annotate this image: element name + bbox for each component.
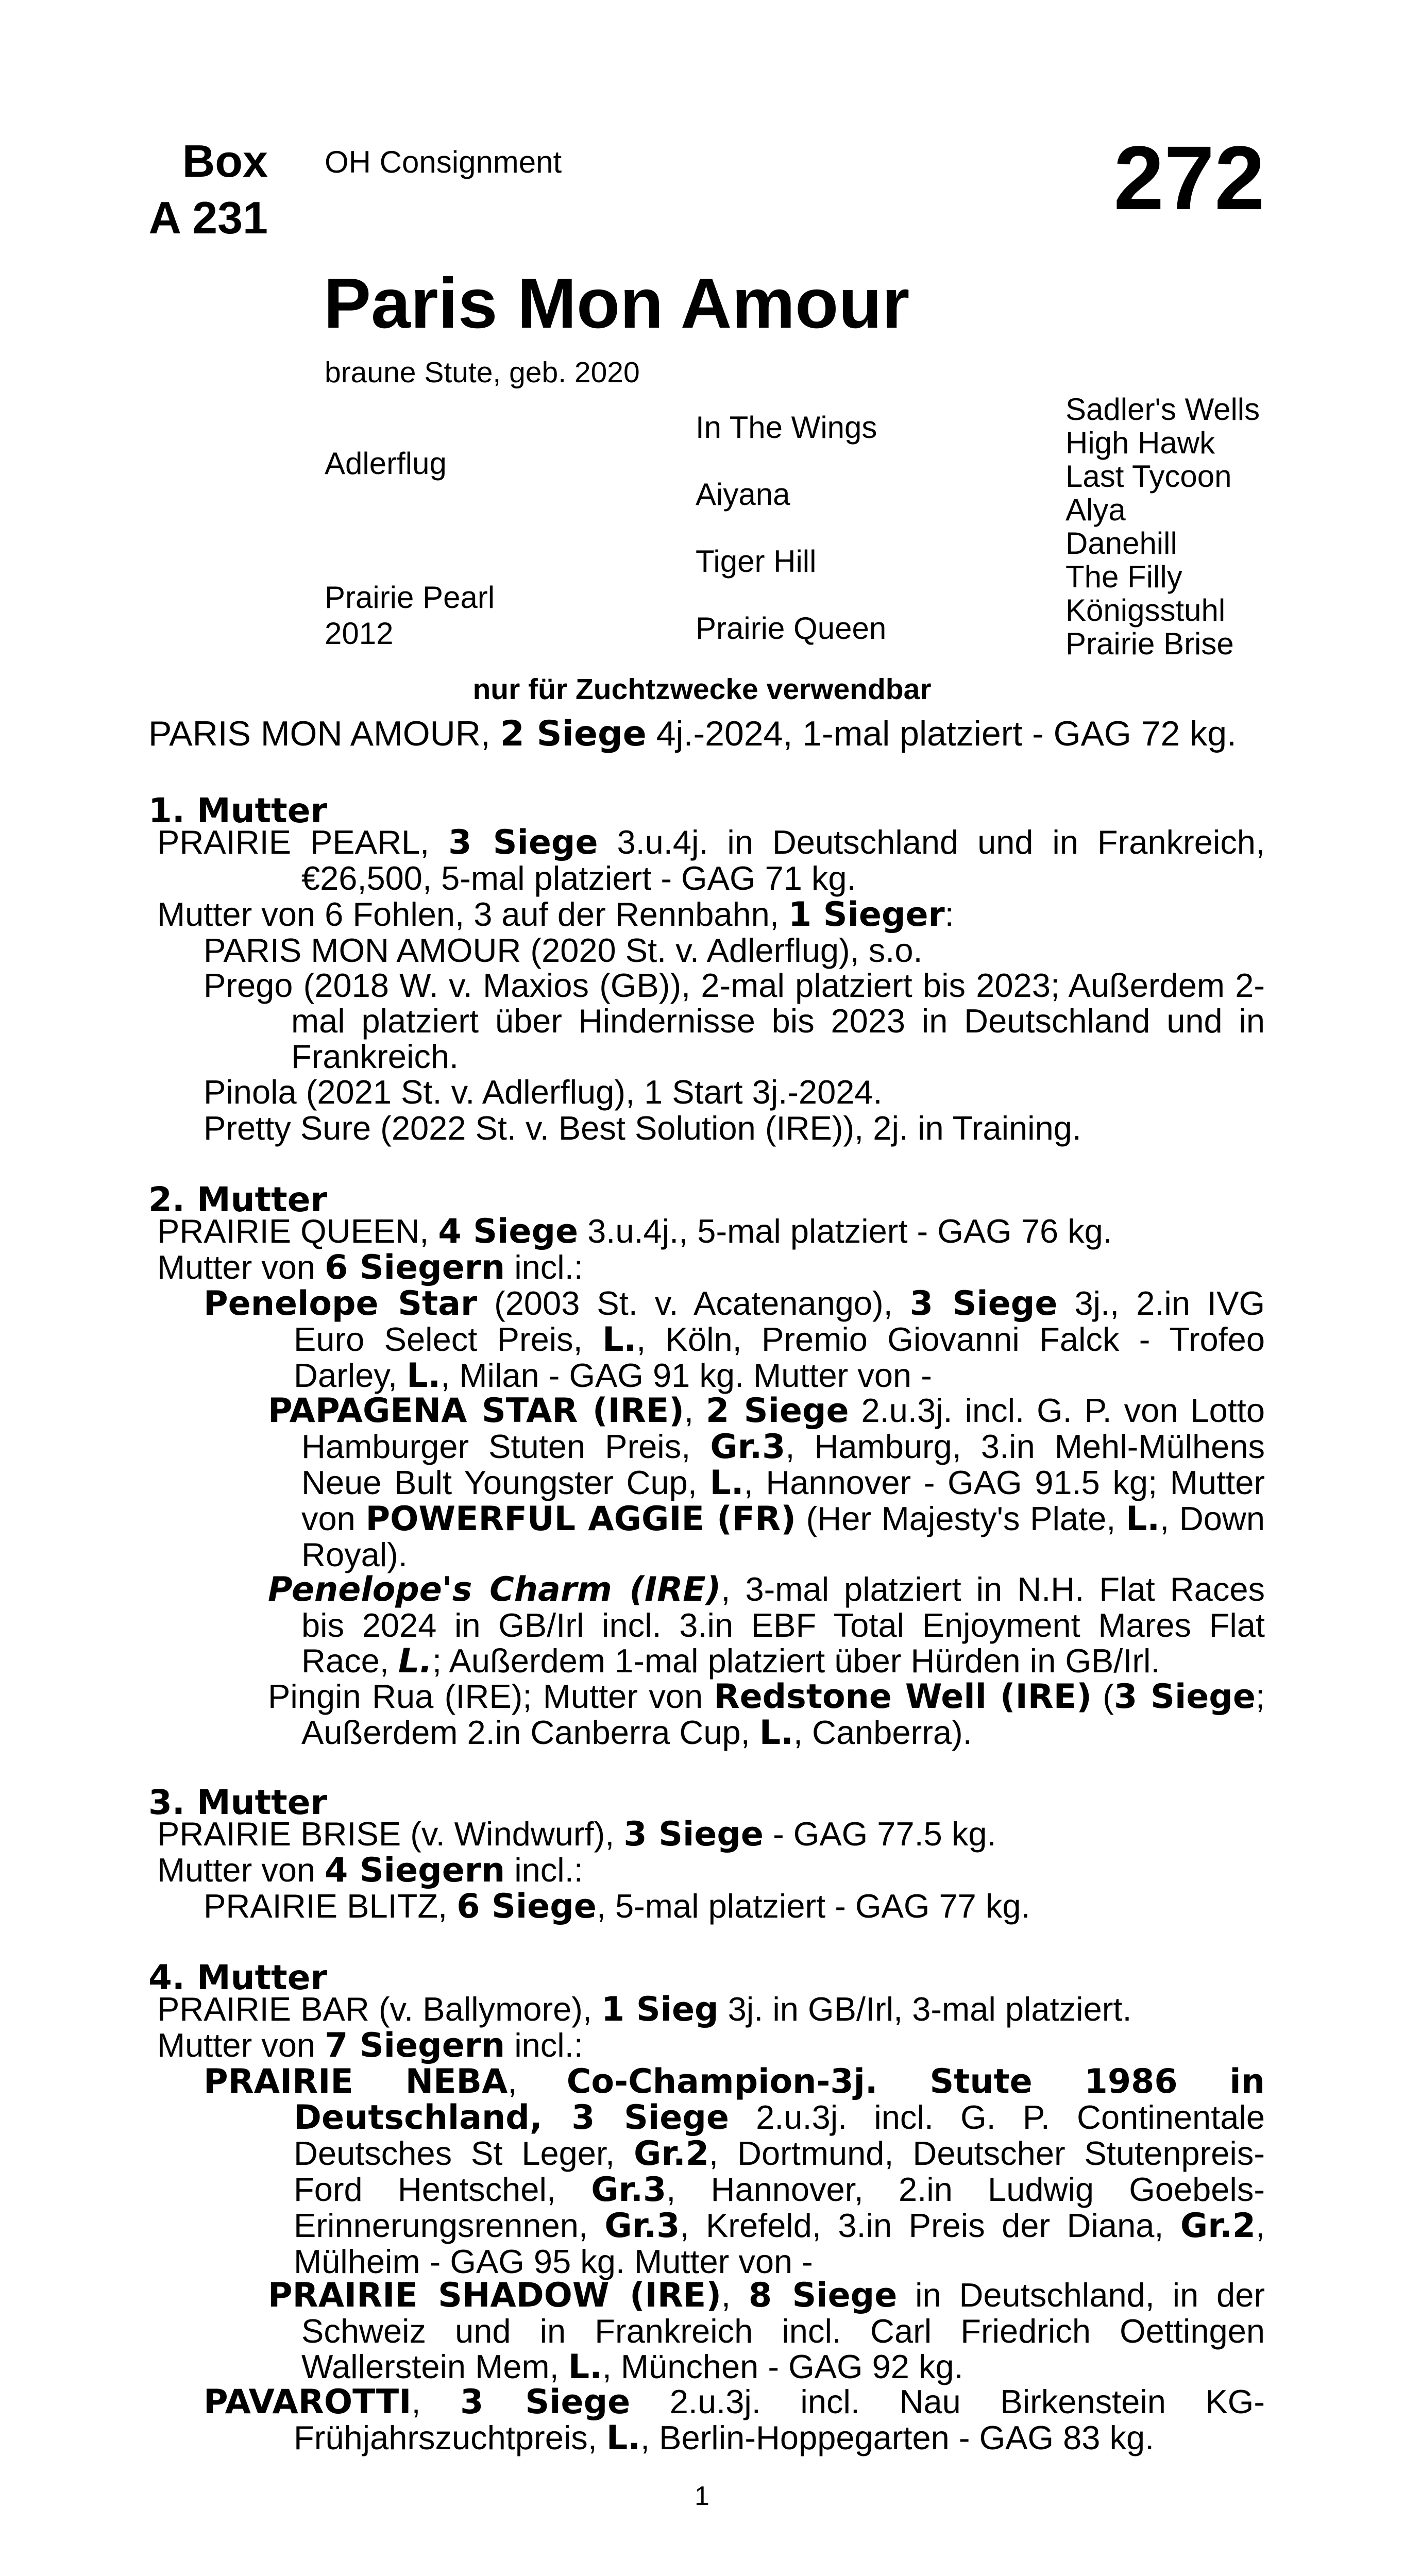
- pedigree-grandparent: In The Wings: [696, 410, 877, 445]
- dam1-record: [157, 824, 1265, 896]
- penelope-offspring-papagena: PAPAGENA STAR (IRE), 2 Siege 2.u.3j. incl. G. P. von Lotto Hamburger Stuten Preis, Gr.3, Hamburg, 3.in Mehl-Mülhens Neue Bult Youngster Cup, L., Hannover - GAG 91.5 kg; Mutter von POWERFUL AGGIE (FR) (Her Majesty's Plate, L., Down Royal).: [268, 1392, 1265, 1573]
- summary-name: PARIS MON AMOUR,: [148, 714, 490, 753]
- dam1-name: PRAIRIE PEARL,: [157, 823, 430, 861]
- pedigree-dam-year: 2012: [325, 616, 394, 651]
- consignor: OH Consignment: [325, 145, 562, 179]
- summary-line: [148, 716, 1237, 752]
- penelope-offspring-charm: Penelope's Charm (IRE), 3-mal platziert in N.H. Flat Races bis 2024 in GB/Irl incl. 3.in EBF Total Enjoyment Mares Flat Race, L.; Außerdem 1-mal platziert über Hürden in GB/Irl.: [268, 1570, 1265, 1681]
- dam4-produce: Mutter von 7 Siegern incl.:: [157, 2026, 583, 2065]
- charm-name: Penelope's Charm (IRE): [268, 1570, 721, 1609]
- pedigree-great-grandparent: High Hawk: [1065, 426, 1215, 460]
- pedigree-great-grandparent: The Filly: [1065, 560, 1182, 594]
- papagena-name: PAPAGENA STAR (IRE): [268, 1392, 684, 1430]
- dam2-wins: 4 Siege: [438, 1212, 579, 1251]
- section-heading-dam1: 1. Mutter: [148, 791, 328, 831]
- dam1-wins: 3 Siege: [448, 823, 598, 862]
- penelope-name: Penelope Star: [204, 1284, 478, 1323]
- dam2-offspring-penelope: Penelope Star (2003 St. v. Acatenango), 3 Siege 3j., 2.in IVG Euro Select Preis, L., Köln, Premio Giovanni Falck - Trofeo Darley, L., Milan - GAG 91 kg. Mutter von -: [204, 1284, 1265, 1395]
- pavarotti-name: PAVAROTTI: [204, 2383, 412, 2421]
- dam1-produce: [157, 896, 954, 933]
- dam2-produce: Mutter von 6 Siegern incl.:: [157, 1248, 583, 1287]
- dam2-record: [157, 1213, 1112, 1249]
- dam1-produce-colon: :: [944, 895, 954, 933]
- section-heading-dam2: 2. Mutter: [148, 1180, 328, 1219]
- breeding-note: nur für Zuchtzwecke verwendbar: [472, 673, 932, 706]
- dam2-details: 3.u.4j., 5-mal platziert - GAG 76 kg.: [587, 1212, 1112, 1250]
- pedigree-dam: Prairie Pearl: [325, 580, 495, 615]
- pedigree-sire: Adlerflug: [325, 446, 447, 481]
- dam3-offspring-blitz: PRAIRIE BLITZ, 6 Siege, 5-mal platziert - GAG 77 kg.: [204, 1887, 1030, 1926]
- shadow-name: PRAIRIE SHADOW (IRE): [268, 2276, 722, 2315]
- pedigree-great-grandparent: Prairie Brise: [1065, 626, 1234, 661]
- dam4-offspring-neba: PRAIRIE NEBA, Co-Champion-3j. Stute 1986 in Deutschland, 3 Siege 2.u.3j. incl. G. P. Continentale Deutsches St Leger, Gr.2, Dortmund, Deutscher Stutenpreis-Ford Hentschel, Gr.3, Hannover, 2.in Ludwig Goebels-Erinnerungsrennen, Gr.3, Krefeld, 3.in Preis der Diana, Gr.2, Mülheim - GAG 95 kg. Mutter von -: [204, 2062, 1265, 2280]
- section-heading-dam3: 3. Mutter: [148, 1783, 328, 1822]
- pedigree-great-grandparent: Danehill: [1065, 526, 1177, 561]
- dam1-produce-text: Mutter von 6 Fohlen, 3 auf der Rennbahn,: [157, 895, 779, 933]
- pedigree-great-grandparent: Last Tycoon: [1065, 459, 1232, 494]
- lot-number: 272: [1113, 128, 1265, 229]
- dam2-name: PRAIRIE QUEEN,: [157, 1212, 429, 1250]
- dam4-offspring-pavarotti: PAVAROTTI, 3 Siege 2.u.3j. incl. Nau Birkenstein KG-Frühjahrszuchtpreis, L., Berlin-Hoppegarten - GAG 83 kg.: [204, 2383, 1265, 2458]
- neba-offspring-shadow: PRAIRIE SHADOW (IRE), 8 Siege in Deutschland, in der Schweiz und in Frankreich incl. Carl Friedrich Oettingen Wallerstein Mem, L., München - GAG 92 kg.: [268, 2276, 1265, 2386]
- box-label: Box: [182, 135, 268, 187]
- pedigree-grandparent: Prairie Queen: [696, 611, 887, 646]
- pedigree-grandparent: Aiyana: [696, 477, 790, 512]
- dam1-foal: Pinola (2021 St. v. Adlerflug), 1 Start 3j.-2024.: [204, 1073, 883, 1111]
- box-number: A 231: [148, 192, 268, 243]
- section-heading-dam4: 4. Mutter: [148, 1958, 328, 1997]
- penelope-offspring-pingin: Pingin Rua (IRE); Mutter von Redstone Well (IRE) (3 Siege; Außerdem 2.in Canberra Cup, L., Canberra).: [268, 1677, 1265, 1752]
- dam1-details: 3.u.4j. in Deutschland und in Frankreich, €26,500, 5-mal platziert - GAG 71 kg.: [301, 823, 1265, 897]
- pedigree-grandparent: Tiger Hill: [696, 544, 817, 579]
- pedigree-great-grandparent: Alya: [1065, 493, 1126, 527]
- redstone-name: Redstone Well (IRE): [714, 1677, 1092, 1716]
- neba-name: PRAIRIE NEBA: [204, 2062, 508, 2101]
- horse-description: braune Stute, geb. 2020: [325, 356, 640, 389]
- dam3-record: PRAIRIE BRISE (v. Windwurf), 3 Siege - GAG 77.5 kg.: [157, 1815, 996, 1854]
- summary-wins: 2 Siege: [500, 714, 647, 754]
- dam4-record: PRAIRIE BAR (v. Ballymore), 1 Sieg 3j. in GB/Irl, 3-mal platziert.: [157, 1990, 1132, 2029]
- summary-rest: 4j.-2024, 1-mal platziert - GAG 72 kg.: [656, 714, 1237, 753]
- pedigree-great-grandparent: Sadler's Wells: [1065, 392, 1260, 427]
- horse-name: Paris Mon Amour: [324, 264, 910, 343]
- dam1-foal: Prego (2018 W. v. Maxios (GB)), 2-mal platziert bis 2023; Außerdem 2-mal platziert über Hindernisse bis 2023 in Deutschland und in Frankreich.: [204, 967, 1265, 1075]
- dam1-foal: Pretty Sure (2022 St. v. Best Solution (IRE)), 2j. in Training.: [204, 1109, 1081, 1147]
- pedigree-great-grandparent: Königsstuhl: [1065, 593, 1226, 628]
- dam1-foal: PARIS MON AMOUR (2020 St. v. Adlerflug), s.o.: [204, 931, 923, 969]
- dam2-winners: 6 Siegern: [325, 1248, 505, 1287]
- page-number: 1: [695, 2481, 709, 2511]
- dam3-produce: Mutter von 4 Siegern incl.:: [157, 1851, 583, 1890]
- dam1-winners: 1 Sieger: [788, 895, 945, 934]
